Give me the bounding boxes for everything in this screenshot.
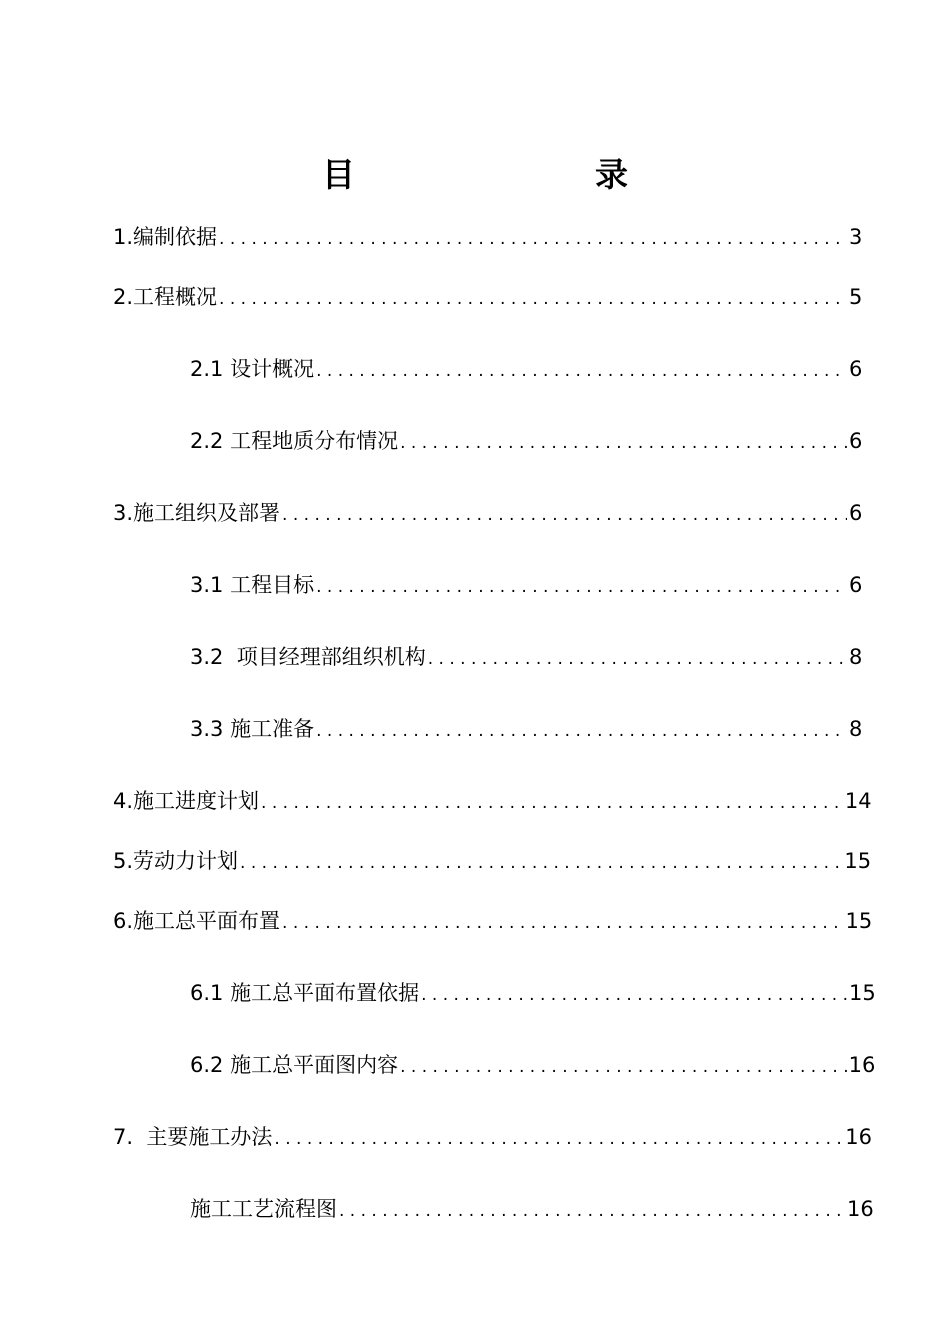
toc-entry-7-sub[interactable] <box>190 1194 874 1224</box>
toc-entry-number: 3. <box>113 501 134 525</box>
toc-entry-2-1[interactable] <box>190 354 861 384</box>
toc-entry-text: 项目经理部组织机构 <box>236 645 426 669</box>
dot-leader <box>282 908 843 938</box>
dot-leader <box>316 716 847 746</box>
toc-entry-page: 6 <box>849 573 863 597</box>
dot-leader <box>261 788 843 818</box>
toc-entry-page: 8 <box>849 717 863 741</box>
toc-entry-page: 14 <box>844 789 872 813</box>
toc-entry-text: 工程目标 <box>230 573 315 597</box>
toc-entry-text: 劳动力计划 <box>133 849 239 873</box>
dot-leader <box>240 848 842 878</box>
toc-entry-page: 15 <box>849 981 876 1005</box>
toc-entry-number: 3.1 <box>190 573 231 597</box>
dot-leader <box>400 428 847 458</box>
toc-entry-text: 施工总平面布置 <box>133 909 281 933</box>
toc-entry-text: 编制依据 <box>133 225 218 249</box>
toc-entry-page: 15 <box>844 849 872 873</box>
toc-entry-number: 1. <box>113 225 134 249</box>
toc-title: 目 录 <box>322 155 686 194</box>
toc-entry-1[interactable] <box>113 222 861 252</box>
toc-entry-text: 施工准备 <box>230 717 315 741</box>
toc-entry-text: 工程概况 <box>133 285 218 309</box>
toc-entry-text: 施工工艺流程图 <box>190 1197 337 1221</box>
toc-entry-text: 工程地质分布情况 <box>230 429 399 453</box>
toc-entry-page: 6 <box>849 429 863 453</box>
toc-entry-6[interactable] <box>113 906 873 936</box>
toc-entry-page: 8 <box>849 645 863 669</box>
toc-entry-page: 5 <box>849 285 863 309</box>
toc-entry-number: 2. <box>113 285 134 309</box>
toc-entry-text: 主要施工办法 <box>146 1125 273 1149</box>
dot-leader <box>219 284 847 314</box>
dot-leader <box>282 500 847 530</box>
toc-entry-5[interactable] <box>113 846 872 876</box>
toc-entry-3-1[interactable] <box>190 570 861 600</box>
toc-entry-number: 2.1 <box>190 357 231 381</box>
toc-entry-number: 3.2 <box>190 645 237 669</box>
toc-entry-3[interactable] <box>113 498 861 528</box>
toc-entry-3-3[interactable] <box>190 714 861 744</box>
toc-entry-number: 6.1 <box>190 981 231 1005</box>
toc-entry-number: 2.2 <box>190 429 231 453</box>
toc-entry-text: 施工进度计划 <box>133 789 260 813</box>
toc-entry-number: 6.2 <box>190 1053 231 1077</box>
dot-leader <box>274 1124 843 1154</box>
toc-entry-number: 3.3 <box>190 717 231 741</box>
toc-entry-text: 设计概况 <box>230 357 315 381</box>
dot-leader <box>428 644 847 674</box>
dot-leader <box>316 572 847 602</box>
dot-leader <box>219 224 847 254</box>
toc-entry-number: 7. <box>113 1125 147 1149</box>
toc-entry-page: 3 <box>849 225 863 249</box>
toc-entry-text: 施工组织及部署 <box>133 501 281 525</box>
toc-entry-page: 15 <box>845 909 873 933</box>
toc-entry-2[interactable] <box>113 282 861 312</box>
toc-entry-number: 4. <box>113 789 134 813</box>
toc-entry-number: 6. <box>113 909 134 933</box>
toc-entry-page: 6 <box>849 357 863 381</box>
dot-leader <box>316 356 847 386</box>
toc-entry-page: 16 <box>847 1197 874 1221</box>
dot-leader <box>339 1196 845 1226</box>
toc-entry-2-2[interactable] <box>190 426 861 456</box>
toc-entry-number: 5. <box>113 849 134 873</box>
dot-leader <box>421 980 847 1010</box>
toc-entry-text: 施工总平面布置依据 <box>230 981 420 1005</box>
dot-leader <box>400 1052 847 1082</box>
toc-entry-6-2[interactable] <box>190 1050 876 1080</box>
toc-entry-6-1[interactable] <box>190 978 876 1008</box>
toc-entry-page: 6 <box>849 501 863 525</box>
toc-entry-4[interactable] <box>113 786 872 816</box>
toc-entry-page: 16 <box>845 1125 873 1149</box>
toc-entry-3-2[interactable] <box>190 642 861 672</box>
toc-entry-page: 16 <box>848 1053 876 1077</box>
toc-entry-7[interactable] <box>113 1122 873 1152</box>
toc-entry-text: 施工总平面图内容 <box>230 1053 399 1077</box>
